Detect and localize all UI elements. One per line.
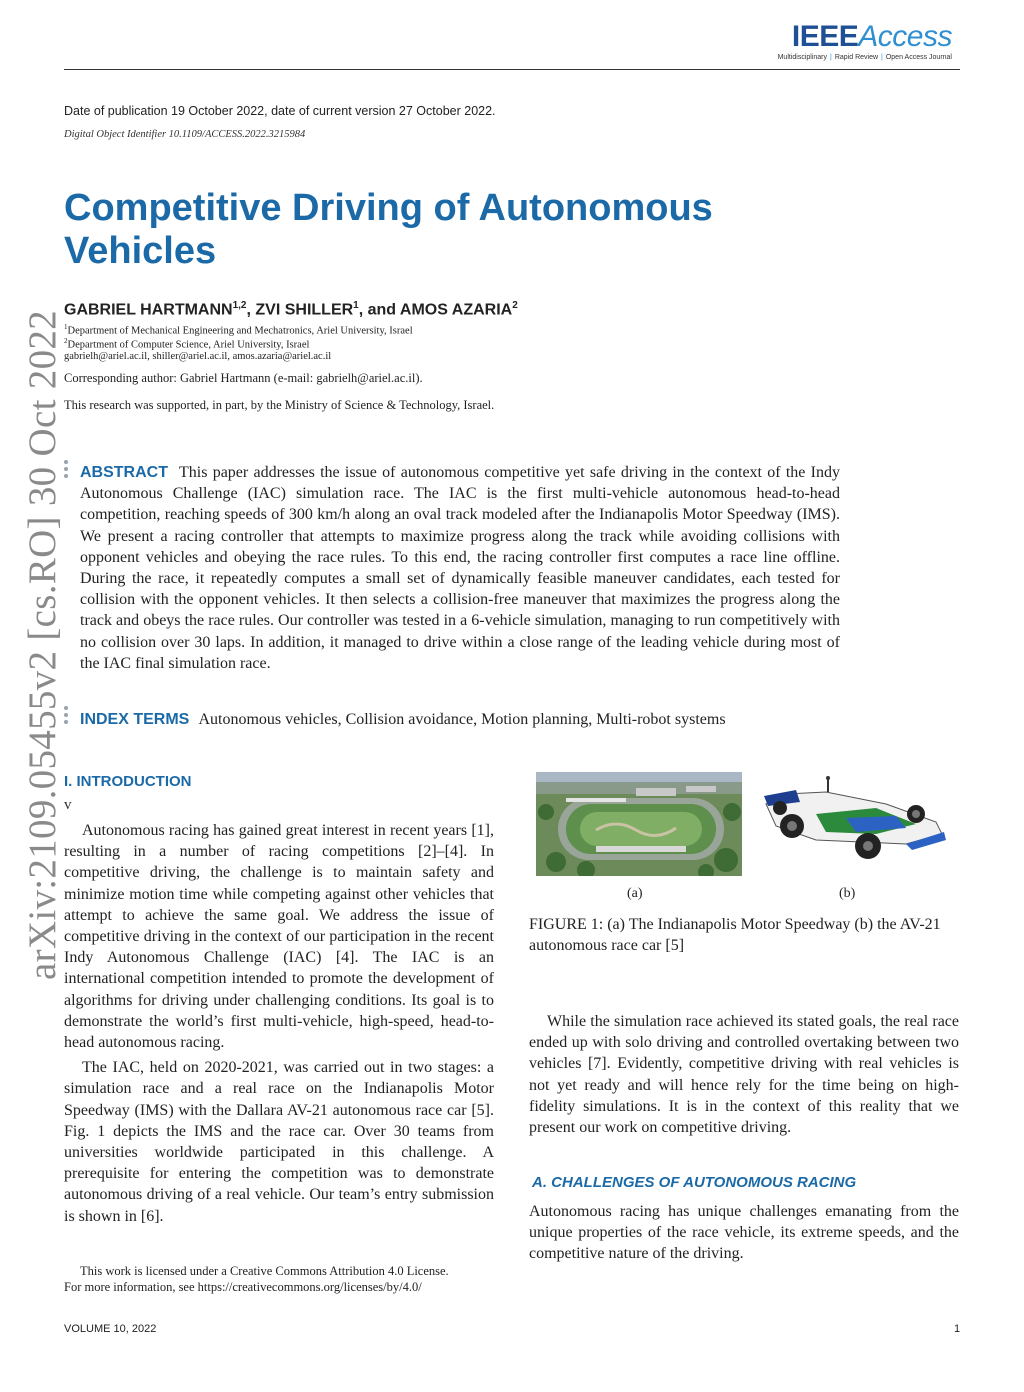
paragraph: While the simulation race achieved its stated goals, the real race ended up with solo driving and controlled overtaking between two vehicles [7]. Evidently, competitive driving with real vehicles is not yet ready and will hence rely for the time being on high-fidelity simulations. It is in the context of this reality that we present our work on competitive driving.: [529, 1013, 959, 1137]
paragraph: Autonomous racing has gained great interest in recent years [1], resulting in a number of racing competitions [2]–[4]. In competitive driving, the challenge is to maintain safety and minimize motion time while competing against other vehicles that attempt to achieve the same goal. We address the issue of competitive driving in the context of our participation in the recent Indy Autonomous Challenge (IAC) [4]. The IAC is an international competition intended to promote the development of algorithms for driving under challenging conditions. Its goal is to demonstrate the world’s first multi-vehicle, high-speed, head-to-head autonomous racing.: [64, 822, 494, 1052]
affiliation-text: Department of Computer Science, Ariel University, Israel: [67, 339, 310, 351]
speedway-aerial-illustration: [536, 772, 742, 876]
header-rule: [64, 69, 960, 70]
abstract: [80, 462, 840, 674]
license-footnote: [64, 1263, 504, 1295]
race-car-illustration: [756, 774, 948, 864]
page-number: 1: [954, 1323, 961, 1335]
figure-speedway-image: [536, 772, 742, 876]
abstract-dots: [64, 460, 70, 481]
footnote-line: For more information, see https://creativecommons.org/licenses/by/4.0/: [64, 1280, 422, 1294]
subfigure-label-a: (a): [627, 886, 643, 901]
left-column: [64, 820, 494, 1227]
corresponding-author: Corresponding author: Gabriel Hartmann (e-mail: gabrielh@ariel.ac.il).: [64, 371, 423, 385]
index-dots: [64, 706, 70, 727]
logo-access-text: Access: [858, 20, 952, 53]
index-terms-text: Autonomous vehicles, Collision avoidance, Motion planning, Multi-robot systems: [198, 711, 726, 728]
figure-caption: FIGURE 1: (a) The Indianapolis Motor Speedway (b) the AV-21 autonomous race car [5]: [529, 916, 941, 954]
arxiv-stamp: arXiv:2109.05455v2 [cs.RO] 30 Oct 2022: [21, 310, 64, 980]
logo-ieee-text: IEEE: [791, 20, 859, 53]
footnote-line: This work is licensed under a Creative Commons Attribution 4.0 License.: [80, 1264, 449, 1278]
affiliation-sup: 2: [64, 337, 68, 345]
paragraph: The IAC, held on 2020-2021, was carried out in two stages: a simulation race and a real race on the Indianapolis Motor Speedway (IMS) with the Dallara AV-21 autonomous race car [5]. Fig. 1 depicts the IMS and the race car. Over 30 teams from universities worldwide participated in this challenge. A prerequisite for entering the competition was to demonstrate autonomous driving of a real vehicle. Our team’s entry submission is shown in [6].: [64, 1059, 494, 1225]
index-terms-label: INDEX TERMS: [80, 711, 190, 728]
journal-logo: [778, 20, 952, 61]
subsection-body: [529, 1201, 959, 1265]
author-sup: 1: [353, 300, 359, 311]
stray-character: v: [64, 797, 72, 813]
section-heading: I. INTRODUCTION: [64, 773, 192, 790]
author-name: ZVI SHILLER: [255, 301, 354, 319]
logo-tagline: Multidisciplinary | Rapid Review | Open Access Journal: [777, 54, 952, 61]
logo-tag-item: Open Access Journal: [885, 54, 952, 61]
author-emails: gabrielh@ariel.ac.il, shiller@ariel.ac.il, amos.azaria@ariel.ac.il: [64, 351, 332, 362]
author-sup: 1,2: [232, 300, 247, 311]
right-column: [529, 1011, 959, 1138]
figure-race-car-image: [756, 774, 948, 864]
funding-note: This research was supported, in part, by the Ministry of Science & Technology, Israel.: [64, 398, 495, 412]
author-name: GABRIEL HARTMANN: [64, 301, 233, 319]
logo-tag-item: Multidisciplinary: [777, 54, 827, 61]
doi: Digital Object Identifier 10.1109/ACCESS.2022.3215984: [64, 129, 306, 140]
abstract-text: This paper addresses the issue of autonomous competitive yet safe driving in the context of the Indy Autonomous Challenge (IAC) simulation race. The IAC is the first multi-vehicle autonomous head-to-head competition, reaching speeds of 300 km/h along an oval track modeled after the Indianapolis Motor Speedway (IMS). We present a racing controller that attempts to maximize progress along the track while avoiding collisions with opponent vehicles and obeying the race rules. To this end, the racing controller first computes a race line offline. During the race, it repeatedly computes a small set of dynamically feasible maneuver candidates, each tested for collision with the opponent vehicles. It then selects a collision-free maneuver that maximizes the progress along the track and obeys the race rules. Our controller was tested in a 6-vehicle simulation, managing to run competitively with no collision over 30 laps. In addition, it managed to drive within a close range of the leading vehicle during most of the IAC final simulation race.: [80, 464, 840, 672]
subsection-heading: A. CHALLENGES OF AUTONOMOUS RACING: [532, 1174, 857, 1191]
publication-date: Date of publication 19 October 2022, date of current version 27 October 2022.: [64, 104, 496, 118]
index-terms: [80, 709, 880, 730]
author-name: and AMOS AZARIA: [367, 301, 513, 319]
subfigure-label-b: (b): [839, 886, 856, 901]
volume-footer: VOLUME 10, 2022: [64, 1323, 157, 1335]
paper-title: Competitive Driving of Autonomous Vehicles: [64, 187, 713, 272]
affiliation-sup: 1: [64, 323, 68, 331]
author-list: GABRIEL HARTMANN$^{1,2}$, ZVI SHILLER$^1$, and AMOS AZARIA$^2$: [64, 300, 518, 319]
affiliation-text: Department of Mechanical Engineering and Mechatronics, Ariel University, Israel: [67, 325, 413, 337]
abstract-label: ABSTRACT: [80, 464, 168, 481]
author-sup: 2: [512, 300, 518, 311]
paragraph: Autonomous racing has unique challenges emanating from the unique properties of the race vehicle, its extreme speeds, and the competitive nature of the driving.: [529, 1203, 959, 1263]
logo-tag-item: Rapid Review: [834, 54, 879, 61]
